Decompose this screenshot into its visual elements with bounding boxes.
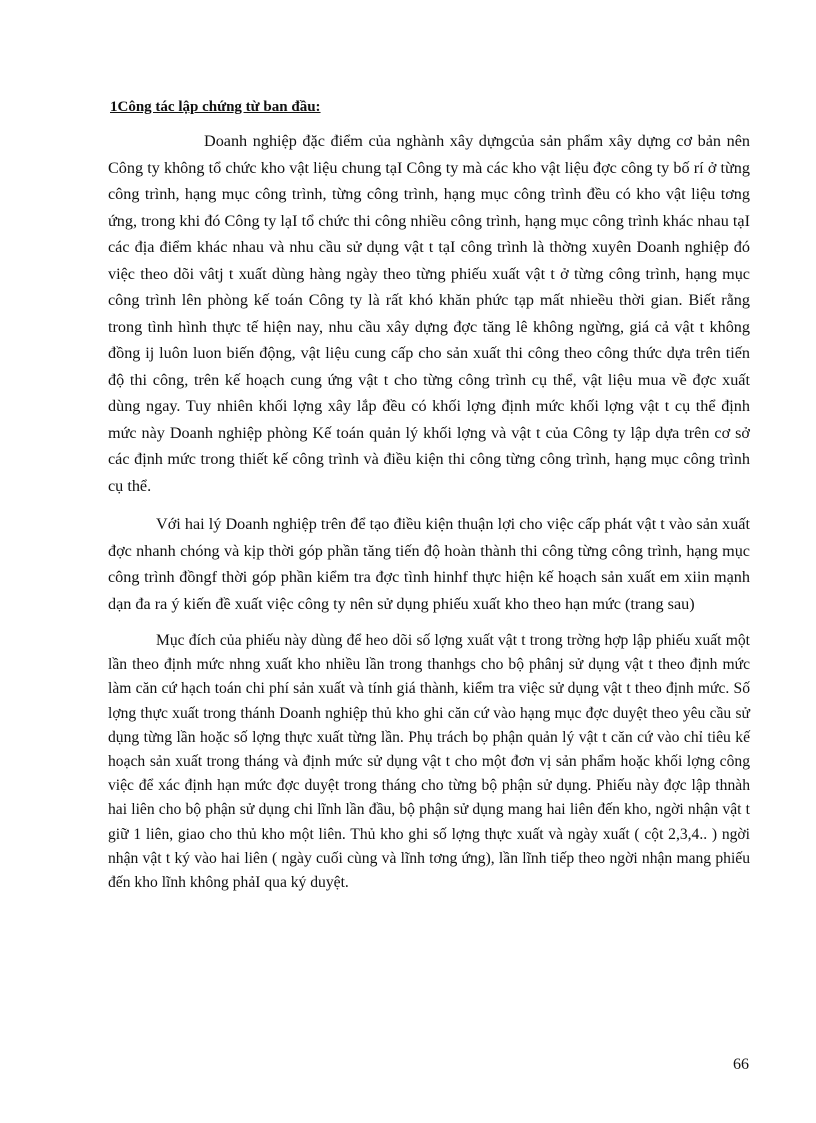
paragraph-1: Doanh nghiệp đặc điểm của nghành xây dựngcủa sản phẩm xây dựng cơ bản nên Công ty không tổ chức kho vật liệu chung tạI Công ty mà các kho vật liệu đợc công ty bố rí ở từng công trình, hạng mục công trình, từng công trình, hạng mục công trình đều có kho vật liệu tơng ứng, trong khi đó Công ty lạI tổ chức thi công nhiều công trình, hạng mục công trình khác nhau tạI các địa điểm khác nhau và nhu cầu sử dụng vật t tạI công trình là thờng xuyên Doanh nghiệp đó việc theo dõi vâtj t xuất dùng hàng ngày theo từng phiếu xuất vật t ở từng công trình, hạng mục công trình lên phòng kế toán Công ty là rất khó khăn phức tạp mất nhieều thời gian. Biết rằng trong tình hình thực tế hiện nay, nhu cầu xây dựng đợc tăng lê không ngừng, giá cả vật t không đồng ij luôn luon biến động, vật liệu cung cấp cho sản xuất thi công theo công thức dựa trên tiến độ thi công, trên kế hoạch cung ứng vật t cho từng công trình cụ thể, vật liệu mua về đợc xuất dùng ngay. Tuy nhiên khối lợng xây lắp đều có khối lợng định mức khối lợng vật t cụ thể định mức này Doanh nghiệp phòng Kế toán quản lý khối lợng và vật t của Công ty lập dựa trên cơ sở các định mức trong thiết kế công trình và điều kiện thi công từng công trình, hạng mục công trình cụ thể. — [108, 132, 750, 495]
paragraph-2: Với hai lý Doanh nghiệp trên để tạo điều kiện thuận lợi cho việc cấp phát vật t vào sản xuất đợc nhanh chóng và kịp thời góp phần tăng tiến độ hoàn thành thi công từng công trình, hạng mục công trình đồngf thời góp phần kiểm tra đợc tình hinhf thực hiện kế hoạch sản xuất em xiin mạnh dạn đa ra ý kiến đề xuất việc công ty nên sử dụng phiếu xuất kho theo hạn mức (trang sau) — [108, 515, 750, 613]
document-body — [108, 96, 750, 895]
paragraph-3: Mục đích của phiếu này dùng để heo dõi số lợng xuất vật t trong trờng hợp lập phiếu xuất một lần theo định mức nhng xuất kho nhiều lần trong thanhgs cho bộ phânj sử dụng vật t theo định mức làm căn cứ hạch toán chi phí sản xuất và tính giá thành, kiểm tra việc sử dụng vật t theo định mức. Số lợng thực xuất trong thánh Doanh nghiệp thủ kho ghi căn cứ vào hạng mục đợc duyệt theo yêu cầu sử dụng từng lần hoặc số lợng thực xuất từng lần. Phụ trách bọ phận quản lý vật t căn cứ vào chỉ tiêu kế hoạch sản xuất trong tháng và định mức sử dụng vật t cho một đơn vị sản phẩm hoặc khối lợng công việc để xác định hạn mức đợc duyệt trong tháng cho từng bộ phận sử dụng. Phiếu này đợc lập thnàh hai liên cho bộ phận sử dụng chi lĩnh lần đầu, bộ phận sử dụng mang hai liên đến kho, ngời nhận vật t giữ 1 liên, giao cho thủ kho một liên. Thủ kho ghi số lợng thực xuất và ngày xuất ( cột 2,3,4.. ) ngời nhận vật t ký vào hai liên ( ngày cuối cùng và lĩnh tơng ứng), lần lĩnh tiếp theo ngời nhận mang phiếu đến kho lĩnh không phảI qua ký duyệt. — [108, 632, 750, 892]
page-number: 66 — [733, 1056, 749, 1073]
section-heading: 1Công tác lập chứng từ ban đầu: — [110, 99, 321, 115]
